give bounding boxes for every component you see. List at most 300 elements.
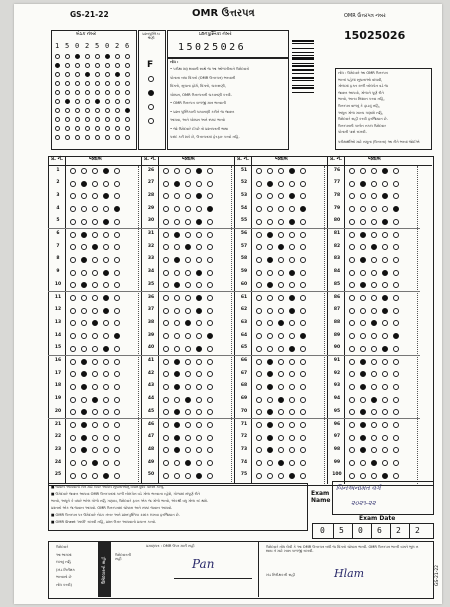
seat-bubble[interactable]	[65, 72, 70, 77]
answer-bubble[interactable]	[371, 270, 377, 276]
answer-bubble[interactable]	[196, 257, 202, 263]
answer-bubble[interactable]	[300, 346, 306, 352]
seat-bubble[interactable]	[55, 117, 60, 122]
answer-bubble[interactable]	[114, 168, 120, 174]
answer-bubble[interactable]	[393, 295, 399, 301]
seat-bubble[interactable]	[95, 90, 100, 95]
answer-bubble[interactable]	[174, 397, 180, 403]
answer-bubble[interactable]	[371, 359, 377, 365]
seat-bubble[interactable]	[105, 90, 110, 95]
seat-bubble[interactable]	[55, 108, 60, 113]
answer-bubble[interactable]	[174, 435, 180, 441]
answer-bubble[interactable]	[256, 308, 262, 314]
seat-bubble[interactable]	[125, 63, 130, 68]
answer-bubble[interactable]	[267, 359, 273, 365]
seat-bubble[interactable]	[115, 63, 120, 68]
answer-bubble[interactable]	[163, 181, 169, 187]
answer-bubble[interactable]	[256, 232, 262, 238]
seat-bubble[interactable]	[75, 72, 80, 77]
answer-bubble[interactable]	[196, 168, 202, 174]
answer-bubble[interactable]	[92, 270, 98, 276]
answer-bubble[interactable]	[81, 181, 87, 187]
seat-bubble[interactable]	[65, 90, 70, 95]
answer-bubble[interactable]	[289, 232, 295, 238]
answer-bubble[interactable]	[92, 181, 98, 187]
answer-bubble[interactable]	[185, 270, 191, 276]
answer-bubble[interactable]	[207, 384, 213, 390]
seat-bubble[interactable]	[55, 90, 60, 95]
answer-bubble[interactable]	[114, 219, 120, 225]
seat-bubble[interactable]	[105, 126, 110, 131]
answer-bubble[interactable]	[289, 422, 295, 428]
answer-bubble[interactable]	[267, 181, 273, 187]
seat-bubble[interactable]	[95, 72, 100, 77]
answer-bubble[interactable]	[278, 219, 284, 225]
answer-bubble[interactable]	[185, 181, 191, 187]
answer-bubble[interactable]	[278, 181, 284, 187]
answer-bubble[interactable]	[360, 346, 366, 352]
answer-bubble[interactable]	[81, 308, 87, 314]
answer-bubble[interactable]	[70, 422, 76, 428]
answer-bubble[interactable]	[382, 168, 388, 174]
answer-bubble[interactable]	[103, 397, 109, 403]
answer-bubble[interactable]	[163, 397, 169, 403]
answer-bubble[interactable]	[300, 295, 306, 301]
answer-bubble[interactable]	[114, 308, 120, 314]
answer-bubble[interactable]	[92, 168, 98, 174]
answer-bubble[interactable]	[371, 168, 377, 174]
answer-bubble[interactable]	[70, 308, 76, 314]
answer-bubble[interactable]	[81, 384, 87, 390]
answer-bubble[interactable]	[371, 295, 377, 301]
answer-bubble[interactable]	[163, 257, 169, 263]
seat-bubble[interactable]	[125, 99, 130, 104]
seat-bubble[interactable]	[85, 99, 90, 104]
answer-bubble[interactable]	[185, 435, 191, 441]
answer-bubble[interactable]	[300, 232, 306, 238]
answer-bubble[interactable]	[207, 168, 213, 174]
answer-bubble[interactable]	[196, 435, 202, 441]
answer-bubble[interactable]	[207, 232, 213, 238]
answer-bubble[interactable]	[256, 384, 262, 390]
answer-bubble[interactable]	[382, 473, 388, 479]
seat-bubble[interactable]	[95, 126, 100, 131]
answer-bubble[interactable]	[196, 359, 202, 365]
seat-bubble[interactable]	[125, 108, 130, 113]
answer-bubble[interactable]	[382, 219, 388, 225]
answer-bubble[interactable]	[174, 257, 180, 263]
seat-bubble[interactable]	[65, 54, 70, 59]
answer-bubble[interactable]	[81, 473, 87, 479]
answer-bubble[interactable]	[267, 346, 273, 352]
answer-bubble[interactable]	[103, 308, 109, 314]
answer-bubble[interactable]	[103, 181, 109, 187]
seat-bubble[interactable]	[55, 135, 60, 140]
answer-bubble[interactable]	[163, 270, 169, 276]
answer-bubble[interactable]	[207, 219, 213, 225]
answer-bubble[interactable]	[349, 346, 355, 352]
answer-bubble[interactable]	[174, 473, 180, 479]
seat-bubble[interactable]	[115, 135, 120, 140]
answer-bubble[interactable]	[103, 219, 109, 225]
answer-bubble[interactable]	[278, 346, 284, 352]
seat-bubble[interactable]	[55, 63, 60, 68]
answer-bubble[interactable]	[185, 346, 191, 352]
answer-bubble[interactable]	[114, 232, 120, 238]
answer-bubble[interactable]	[393, 219, 399, 225]
answer-bubble[interactable]	[360, 232, 366, 238]
answer-bubble[interactable]	[278, 257, 284, 263]
seat-bubble[interactable]	[75, 99, 80, 104]
answer-bubble[interactable]	[382, 232, 388, 238]
answer-bubble[interactable]	[300, 359, 306, 365]
answer-bubble[interactable]	[92, 232, 98, 238]
answer-bubble[interactable]	[360, 219, 366, 225]
answer-bubble[interactable]	[103, 435, 109, 441]
answer-bubble[interactable]	[349, 397, 355, 403]
answer-bubble[interactable]	[196, 384, 202, 390]
answer-bubble[interactable]	[103, 473, 109, 479]
answer-bubble[interactable]	[300, 257, 306, 263]
answer-bubble[interactable]	[174, 359, 180, 365]
answer-bubble[interactable]	[300, 270, 306, 276]
answer-bubble[interactable]	[163, 168, 169, 174]
seat-bubble[interactable]	[125, 135, 130, 140]
answer-bubble[interactable]	[81, 168, 87, 174]
answer-bubble[interactable]	[289, 359, 295, 365]
seat-bubble[interactable]	[85, 90, 90, 95]
answer-bubble[interactable]	[349, 384, 355, 390]
answer-bubble[interactable]	[289, 473, 295, 479]
answer-bubble[interactable]	[371, 435, 377, 441]
answer-bubble[interactable]	[70, 295, 76, 301]
seat-bubble[interactable]	[105, 63, 110, 68]
seat-bubble[interactable]	[95, 81, 100, 86]
answer-bubble[interactable]	[393, 232, 399, 238]
seat-bubble[interactable]	[55, 99, 60, 104]
answer-bubble[interactable]	[360, 181, 366, 187]
answer-bubble[interactable]	[371, 397, 377, 403]
seat-bubble[interactable]	[65, 117, 70, 122]
answer-bubble[interactable]	[163, 308, 169, 314]
answer-bubble[interactable]	[349, 219, 355, 225]
answer-bubble[interactable]	[70, 359, 76, 365]
seat-bubble[interactable]	[85, 63, 90, 68]
answer-bubble[interactable]	[163, 384, 169, 390]
answer-bubble[interactable]	[289, 295, 295, 301]
answer-bubble[interactable]	[207, 346, 213, 352]
answer-bubble[interactable]	[300, 397, 306, 403]
seat-bubble[interactable]	[65, 126, 70, 131]
answer-bubble[interactable]	[81, 232, 87, 238]
answer-bubble[interactable]	[185, 422, 191, 428]
answer-bubble[interactable]	[114, 435, 120, 441]
answer-bubble[interactable]	[371, 346, 377, 352]
answer-bubble[interactable]	[349, 232, 355, 238]
answer-bubble[interactable]	[114, 295, 120, 301]
answer-bubble[interactable]	[163, 295, 169, 301]
answer-bubble[interactable]	[300, 219, 306, 225]
answer-bubble[interactable]	[196, 308, 202, 314]
seat-bubble[interactable]	[75, 135, 80, 140]
answer-bubble[interactable]	[278, 473, 284, 479]
answer-bubble[interactable]	[393, 384, 399, 390]
answer-bubble[interactable]	[382, 359, 388, 365]
seat-bubble[interactable]	[75, 81, 80, 86]
seat-bubble[interactable]	[125, 126, 130, 131]
answer-bubble[interactable]	[103, 257, 109, 263]
seat-bubble[interactable]	[65, 108, 70, 113]
answer-bubble[interactable]	[371, 384, 377, 390]
seat-bubble[interactable]	[105, 81, 110, 86]
seat-bubble[interactable]	[115, 72, 120, 77]
answer-bubble[interactable]	[278, 422, 284, 428]
answer-bubble[interactable]	[256, 473, 262, 479]
answer-bubble[interactable]	[278, 384, 284, 390]
answer-bubble[interactable]	[196, 219, 202, 225]
answer-bubble[interactable]	[371, 181, 377, 187]
seat-bubble[interactable]	[55, 54, 60, 59]
answer-bubble[interactable]	[382, 295, 388, 301]
answer-bubble[interactable]	[81, 257, 87, 263]
seat-bubble[interactable]	[75, 117, 80, 122]
answer-bubble[interactable]	[360, 384, 366, 390]
seat-bubble[interactable]	[125, 117, 130, 122]
seat-bubble[interactable]	[125, 90, 130, 95]
answer-bubble[interactable]	[81, 346, 87, 352]
answer-bubble[interactable]	[70, 219, 76, 225]
answer-bubble[interactable]	[92, 346, 98, 352]
answer-bubble[interactable]	[349, 435, 355, 441]
answer-bubble[interactable]	[267, 168, 273, 174]
answer-bubble[interactable]	[382, 346, 388, 352]
answer-bubble[interactable]	[92, 422, 98, 428]
answer-bubble[interactable]	[256, 295, 262, 301]
answer-bubble[interactable]	[382, 397, 388, 403]
answer-bubble[interactable]	[267, 473, 273, 479]
answer-bubble[interactable]	[103, 384, 109, 390]
answer-bubble[interactable]	[70, 270, 76, 276]
answer-bubble[interactable]	[174, 270, 180, 276]
answer-bubble[interactable]	[256, 168, 262, 174]
answer-bubble[interactable]	[267, 219, 273, 225]
answer-bubble[interactable]	[207, 359, 213, 365]
answer-bubble[interactable]	[371, 219, 377, 225]
answer-bubble[interactable]	[393, 435, 399, 441]
answer-bubble[interactable]	[393, 346, 399, 352]
answer-bubble[interactable]	[382, 181, 388, 187]
series-bubble[interactable]	[148, 90, 154, 96]
answer-bubble[interactable]	[360, 270, 366, 276]
answer-bubble[interactable]	[267, 308, 273, 314]
answer-bubble[interactable]	[103, 422, 109, 428]
answer-bubble[interactable]	[393, 181, 399, 187]
answer-bubble[interactable]	[289, 219, 295, 225]
answer-bubble[interactable]	[278, 295, 284, 301]
answer-bubble[interactable]	[163, 219, 169, 225]
answer-bubble[interactable]	[207, 270, 213, 276]
seat-bubble[interactable]	[95, 117, 100, 122]
answer-bubble[interactable]	[349, 295, 355, 301]
answer-bubble[interactable]	[207, 308, 213, 314]
seat-bubble[interactable]	[85, 81, 90, 86]
answer-bubble[interactable]	[174, 422, 180, 428]
answer-bubble[interactable]	[81, 359, 87, 365]
seat-bubble[interactable]	[85, 54, 90, 59]
seat-bubble[interactable]	[115, 108, 120, 113]
answer-bubble[interactable]	[81, 435, 87, 441]
answer-bubble[interactable]	[371, 473, 377, 479]
seat-bubble[interactable]	[65, 81, 70, 86]
answer-bubble[interactable]	[81, 270, 87, 276]
answer-bubble[interactable]	[267, 270, 273, 276]
answer-bubble[interactable]	[300, 435, 306, 441]
seat-bubble[interactable]	[55, 126, 60, 131]
answer-bubble[interactable]	[163, 346, 169, 352]
seat-bubble[interactable]	[125, 81, 130, 86]
answer-bubble[interactable]	[114, 270, 120, 276]
seat-bubble[interactable]	[75, 108, 80, 113]
answer-bubble[interactable]	[300, 168, 306, 174]
answer-bubble[interactable]	[185, 232, 191, 238]
answer-bubble[interactable]	[360, 308, 366, 314]
answer-bubble[interactable]	[207, 257, 213, 263]
answer-bubble[interactable]	[92, 435, 98, 441]
answer-bubble[interactable]	[256, 257, 262, 263]
answer-bubble[interactable]	[382, 257, 388, 263]
answer-bubble[interactable]	[81, 397, 87, 403]
answer-bubble[interactable]	[70, 435, 76, 441]
answer-bubble[interactable]	[70, 473, 76, 479]
answer-bubble[interactable]	[207, 473, 213, 479]
answer-bubble[interactable]	[81, 295, 87, 301]
answer-bubble[interactable]	[103, 295, 109, 301]
seat-bubble[interactable]	[105, 72, 110, 77]
answer-bubble[interactable]	[360, 473, 366, 479]
answer-bubble[interactable]	[278, 435, 284, 441]
answer-bubble[interactable]	[256, 435, 262, 441]
answer-bubble[interactable]	[185, 308, 191, 314]
answer-bubble[interactable]	[393, 359, 399, 365]
answer-bubble[interactable]	[289, 435, 295, 441]
answer-bubble[interactable]	[185, 359, 191, 365]
answer-bubble[interactable]	[196, 422, 202, 428]
answer-bubble[interactable]	[103, 359, 109, 365]
answer-bubble[interactable]	[70, 257, 76, 263]
answer-bubble[interactable]	[393, 397, 399, 403]
answer-bubble[interactable]	[196, 232, 202, 238]
answer-bubble[interactable]	[360, 435, 366, 441]
seat-bubble[interactable]	[115, 117, 120, 122]
answer-bubble[interactable]	[114, 181, 120, 187]
seat-bubble[interactable]	[105, 108, 110, 113]
answer-bubble[interactable]	[360, 359, 366, 365]
seat-bubble[interactable]	[115, 54, 120, 59]
answer-bubble[interactable]	[103, 168, 109, 174]
answer-bubble[interactable]	[185, 219, 191, 225]
answer-bubble[interactable]	[207, 435, 213, 441]
answer-bubble[interactable]	[371, 422, 377, 428]
answer-bubble[interactable]	[382, 384, 388, 390]
answer-bubble[interactable]	[196, 397, 202, 403]
answer-bubble[interactable]	[185, 397, 191, 403]
answer-bubble[interactable]	[382, 270, 388, 276]
answer-bubble[interactable]	[349, 270, 355, 276]
series-bubble[interactable]	[148, 76, 154, 82]
answer-bubble[interactable]	[289, 270, 295, 276]
answer-bubble[interactable]	[174, 168, 180, 174]
answer-bubble[interactable]	[114, 346, 120, 352]
answer-bubble[interactable]	[256, 346, 262, 352]
answer-bubble[interactable]	[114, 257, 120, 263]
seat-bubble[interactable]	[75, 90, 80, 95]
answer-bubble[interactable]	[92, 308, 98, 314]
answer-bubble[interactable]	[393, 270, 399, 276]
answer-bubble[interactable]	[382, 422, 388, 428]
answer-bubble[interactable]	[207, 422, 213, 428]
answer-bubble[interactable]	[267, 257, 273, 263]
answer-bubble[interactable]	[81, 219, 87, 225]
answer-bubble[interactable]	[267, 384, 273, 390]
answer-bubble[interactable]	[267, 232, 273, 238]
answer-bubble[interactable]	[393, 308, 399, 314]
answer-bubble[interactable]	[267, 435, 273, 441]
answer-bubble[interactable]	[114, 359, 120, 365]
answer-bubble[interactable]	[393, 422, 399, 428]
answer-bubble[interactable]	[256, 219, 262, 225]
answer-bubble[interactable]	[103, 346, 109, 352]
answer-bubble[interactable]	[349, 257, 355, 263]
series-bubble[interactable]	[148, 104, 154, 110]
answer-bubble[interactable]	[278, 308, 284, 314]
answer-bubble[interactable]	[382, 435, 388, 441]
answer-bubble[interactable]	[196, 270, 202, 276]
answer-bubble[interactable]	[92, 384, 98, 390]
answer-bubble[interactable]	[196, 295, 202, 301]
answer-bubble[interactable]	[185, 257, 191, 263]
answer-bubble[interactable]	[70, 346, 76, 352]
answer-bubble[interactable]	[92, 295, 98, 301]
answer-bubble[interactable]	[163, 435, 169, 441]
answer-bubble[interactable]	[267, 397, 273, 403]
answer-bubble[interactable]	[371, 308, 377, 314]
seat-bubble[interactable]	[65, 135, 70, 140]
answer-bubble[interactable]	[185, 168, 191, 174]
answer-bubble[interactable]	[70, 168, 76, 174]
answer-bubble[interactable]	[393, 257, 399, 263]
answer-bubble[interactable]	[185, 473, 191, 479]
answer-bubble[interactable]	[360, 422, 366, 428]
answer-bubble[interactable]	[267, 295, 273, 301]
answer-bubble[interactable]	[289, 384, 295, 390]
answer-bubble[interactable]	[114, 384, 120, 390]
answer-bubble[interactable]	[70, 232, 76, 238]
answer-bubble[interactable]	[196, 473, 202, 479]
seat-bubble[interactable]	[115, 99, 120, 104]
seat-bubble[interactable]	[105, 117, 110, 122]
answer-bubble[interactable]	[207, 295, 213, 301]
answer-bubble[interactable]	[174, 346, 180, 352]
answer-bubble[interactable]	[360, 257, 366, 263]
answer-bubble[interactable]	[289, 308, 295, 314]
answer-bubble[interactable]	[256, 270, 262, 276]
seat-bubble[interactable]	[65, 63, 70, 68]
answer-bubble[interactable]	[207, 397, 213, 403]
seat-bubble[interactable]	[75, 126, 80, 131]
seat-bubble[interactable]	[115, 90, 120, 95]
answer-bubble[interactable]	[289, 168, 295, 174]
answer-bubble[interactable]	[371, 257, 377, 263]
